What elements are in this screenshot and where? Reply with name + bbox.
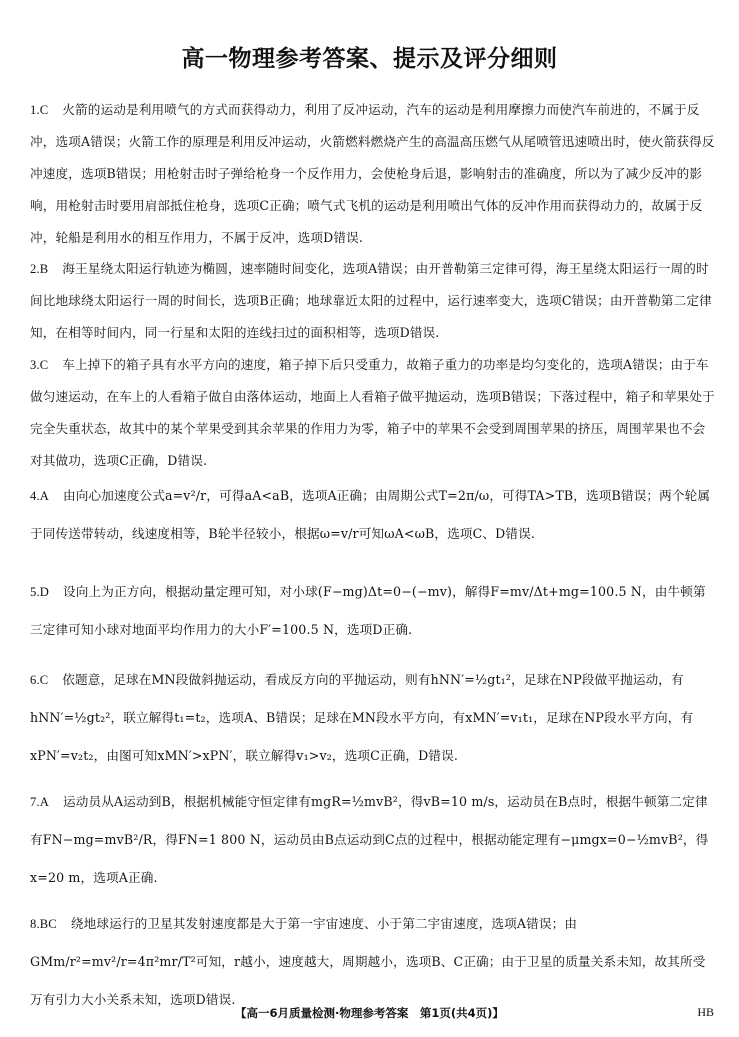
answer-number: 6.C xyxy=(30,673,49,687)
answer-text: 由向心加速度公式a=v²/r，可得aA<aB，选项A正确；由周期公式T=2π/ω，可得TA>TB，选项B错误；两个轮属于同传送带转动，线速度相等，B轮半径较小，根据ω=v/r可知ωA<ωB，选项C、D错误. xyxy=(30,488,711,541)
answer-text: 绕地球运行的卫星其发射速度都是大于第一宇宙速度、小于第二宇宙速度，选项A错误；由GMm/r²=mv²/r=4π²mr/T²可知，r越小，速度越大，周期越小，选项B、C正确；由于卫星的质量关系未知，故其所受万有引力大小关系未知，选项D错误. xyxy=(30,916,706,1007)
answer-number: 3.C xyxy=(30,358,49,372)
answer-text: 车上掉下的箱子具有水平方向的速度，箱子掉下后只受重力，故箱子重力的功率是均匀变化的，选项A错误；由于车做匀速运动，在车上的人看箱子做自由落体运动，地面上人看箱子做平抛运动，选项B错误；下落过程中，箱子和苹果处于完全失重状态，故其中的某个苹果受到其余苹果的作用力为零，箱子中的苹果不会受到周围苹果的挤压，周围苹果也不会对其做功，选项C正确，D错误. xyxy=(30,357,715,468)
answer-item-6 xyxy=(30,661,716,775)
footer-code: HB xyxy=(697,1005,714,1019)
answer-number: 4.A xyxy=(30,489,49,503)
page-title: 高一物理参考答案、提示及评分细则 xyxy=(181,46,558,72)
answer-item-4 xyxy=(30,477,716,553)
answer-number: 7.A xyxy=(30,795,49,809)
answer-text: 海王星绕太阳运行轨迹为椭圆，速率随时间变化，选项A错误；由开普勒第三定律可得，海王星绕太阳运行一周的时间比地球绕太阳运行一周的时间长，选项B正确；地球靠近太阳的过程中，运行速率变大，选项C错误；由开普勒第二定律知，在相等时间内，同一行星和太阳的连线扫过的面积相等，选项D错误. xyxy=(30,261,712,340)
answer-number: 5.D xyxy=(30,585,49,599)
answer-text: 火箭的运动是利用喷气的方式而获得动力，利用了反冲运动，汽车的运动是利用摩擦力而使汽车前进的，不属于反冲，选项A错误；火箭工作的原理是利用反冲运动，火箭燃料燃烧产生的高温高压燃气从尾喷管迅速喷出时，使火箭获得反冲速度，选项B错误；用枪射击时子弹给枪身一个反作用力，会使枪身后退，影响射击的准确度，所以为了减少反冲的影响，用枪射击时要用肩部抵住枪身，选项C正确；喷气式飞机的运动是利用喷出气体的反冲作用而获得动力的，故属于反冲，轮船是利用水的相互作用力，不属于反冲，选项D错误. xyxy=(30,102,715,245)
answer-text: 运动员从A运动到B，根据机械能守恒定律有mgR=½mvB²，得vB=10 m/s，运动员在B点时，根据牛顿第二定律有FN−mg=mvB²/R，得FN=1 800 N，运动员由B点运动到C点的过程中，根据动能定理有−μmgx=0−½mvB²，得x=20 m，选项A正确. xyxy=(30,794,709,885)
answer-item-3 xyxy=(30,349,716,477)
answer-text: 依题意，足球在MN段做斜抛运动，看成反方向的平抛运动，则有hNN′=½gt₁²，足球在NP段做平抛运动，有hNN′=½gt₂²，联立解得t₁=t₂，选项A、B错误；足球在MN段水平方向，有xMN′=v₁t₁，足球在NP段水平方向，有xPN′=v₂t₂，由图可知xMN′>xPN′，联立解得v₁>v₂，选项C正确，D错误. xyxy=(30,672,694,763)
answer-item-1 xyxy=(30,94,716,254)
answer-text: 设向上为正方向，根据动量定理可知，对小球(F−mg)Δt=0−(−mv)，解得F=mv/Δt+mg=100.5 N，由牛顿第三定律可知小球对地面平均作用力的大小F′=100.5 N，选项D正确. xyxy=(30,584,706,637)
answer-number: 1.C xyxy=(30,103,49,117)
answer-item-7 xyxy=(30,783,716,897)
answer-number: 8.BC xyxy=(30,917,57,931)
answer-item-5 xyxy=(30,573,716,649)
page-footer: 【高一6月质量检测·物理参考答案 第1页(共4页)】 xyxy=(235,1006,504,1020)
answer-number: 2.B xyxy=(30,262,49,276)
answer-item-2 xyxy=(30,253,716,349)
answer-item-8 xyxy=(30,905,716,1019)
